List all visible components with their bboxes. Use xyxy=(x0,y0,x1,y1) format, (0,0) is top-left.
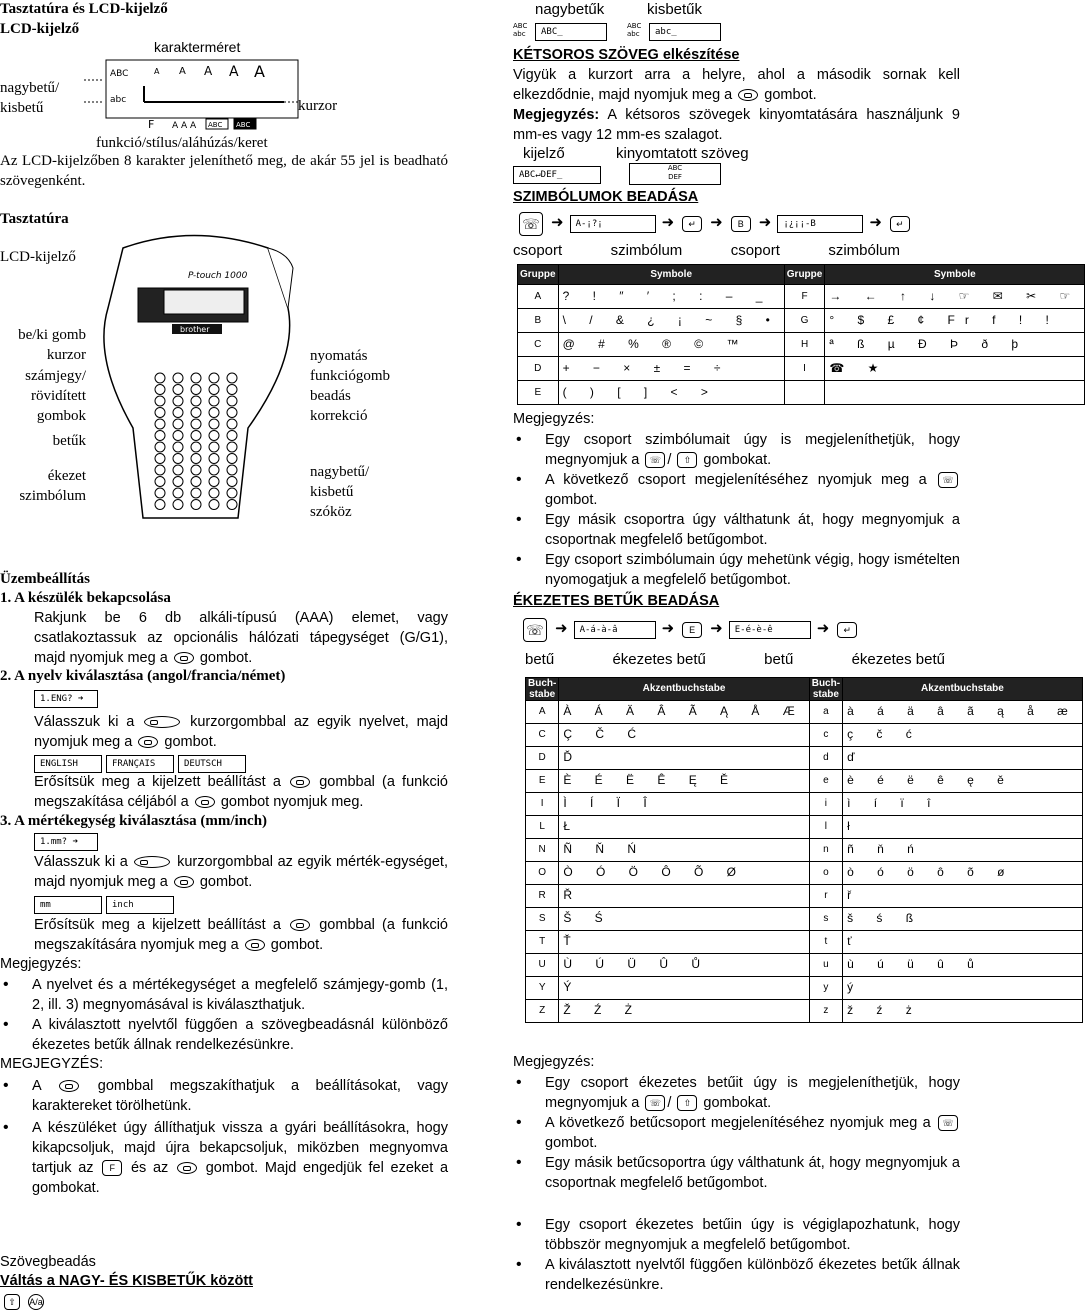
keypad-key xyxy=(209,385,219,395)
keypad-key xyxy=(227,454,237,464)
keypad-key xyxy=(155,431,165,441)
table-row xyxy=(518,357,1085,381)
keypad-key xyxy=(155,488,165,498)
keypad-key xyxy=(155,373,165,383)
keypad-key xyxy=(155,442,165,452)
keypad-key xyxy=(173,419,183,429)
table-cell: ý xyxy=(843,977,1083,1000)
table-row xyxy=(526,770,1083,793)
shift-key-icon: ⇧ xyxy=(677,452,697,468)
svg-text:A: A xyxy=(254,62,265,81)
arrow-icon: ➜ xyxy=(710,215,723,232)
step2-title: 2. A nyelv kiválasztása (angol/francia/német) xyxy=(0,668,286,684)
keypad-key xyxy=(155,396,165,406)
table-cell: B xyxy=(518,309,559,333)
keypad-key xyxy=(173,442,183,452)
svg-text:A: A xyxy=(154,67,160,76)
power-key-icon xyxy=(174,652,194,664)
keypad-key xyxy=(227,408,237,418)
text-input-heading: Szövegbeadás xyxy=(0,1254,96,1270)
table-cell: S xyxy=(526,908,559,931)
list-item: • A következő csoport megjelenítéséhez nyomjuk meg a ☏ gombot. xyxy=(513,470,960,510)
table-cell: n xyxy=(809,839,842,862)
keypad-key xyxy=(191,396,201,406)
table-cell: N xyxy=(526,839,559,862)
table-row xyxy=(526,862,1083,885)
table-cell: Ñ Ň Ń xyxy=(559,839,809,862)
lcd-abc-lower: abc xyxy=(110,95,127,105)
keypad-key xyxy=(191,442,201,452)
enter-key-icon xyxy=(138,736,158,748)
keypad-key xyxy=(173,385,183,395)
step3-options xyxy=(34,896,174,914)
table-cell: ò ó ö ô õ ø xyxy=(843,862,1083,885)
device-model: P-touch 1000 xyxy=(188,271,248,281)
table-cell: À Á Ä Â Ã Ą Å Æ xyxy=(559,701,809,724)
enter-key-icon: ↵ xyxy=(837,622,857,638)
keypad-key xyxy=(209,442,219,452)
device-label-power: be/ki gomb xyxy=(18,327,86,343)
table-row xyxy=(526,977,1083,1000)
lang-english: ENGLISH xyxy=(34,755,102,773)
caps-lcd-lower: abc_ xyxy=(649,23,721,41)
sym-note-list xyxy=(513,430,960,590)
setup-heading: Üzembeállítás xyxy=(0,571,90,587)
keypad-key xyxy=(191,500,201,510)
caps-switch-heading: Váltás a NAGY- ÉS KISBETŰK között xyxy=(0,1273,253,1289)
symbol-flow-labels: csoport szimbólum csoport szimbólum xyxy=(513,242,900,259)
enter-key-icon xyxy=(174,876,194,888)
symbol-lcd-1: A-¡?¡ xyxy=(570,215,656,233)
list-item: • A készüléket úgy állíthatjuk vissza a gyári beállításokra, hogy kikapcsoljuk, majd újra bekapcsoljuk, miközben megnyomva tartjuk az F és az gombot. Majd engedjük fel ezeket a gombokat. xyxy=(0,1118,448,1198)
table-cell: ° $ £ ¢ Fr f ! ! xyxy=(825,309,1085,333)
clear-key-icon xyxy=(195,796,215,808)
table-cell: ž ź ż xyxy=(843,1000,1083,1023)
accent-key-icon: ☏ xyxy=(645,1095,665,1111)
keypad-key xyxy=(191,477,201,487)
keypad-key xyxy=(227,373,237,383)
table-row xyxy=(526,839,1083,862)
table-row xyxy=(518,285,1085,309)
device-brand: brother xyxy=(180,325,210,334)
table-cell: Ò Ó Ö Ô Õ Ø xyxy=(559,862,809,885)
unit-inch: inch xyxy=(106,896,174,914)
function-key-icon: F xyxy=(102,1160,122,1176)
e-key-icon: E xyxy=(682,622,702,638)
table-cell: ? ! ″ ′ ; : – _ xyxy=(558,285,784,309)
table-cell xyxy=(784,381,825,405)
arrow-icon: ➜ xyxy=(869,215,882,232)
keypad-key xyxy=(191,385,201,395)
list-item: • A következő betűcsoport megjelenítéséhez nyomjuk meg a ☏ gombot. xyxy=(513,1113,960,1153)
list-item: • Egy csoport ékezetes betűin úgy is végiglapozhatunk, hogy többször megnyomjuk a megfelelő betűgombot. xyxy=(513,1215,960,1255)
step3-title: 3. A mértékegység kiválasztása (mm/inch) xyxy=(0,813,268,829)
step2-options xyxy=(34,755,246,773)
list-item: • A gombbal megszakíthatjuk a beállításokat, vagy karaktereket törölhetünk. xyxy=(0,1076,448,1116)
table-cell: F xyxy=(784,285,825,309)
table-header: Gruppe xyxy=(518,265,559,285)
list-item: • A nyelvet és a mértékegységet a megfelelő számjegy-gomb (1, 2, ill. 3) megnyomásával is kiválaszthatjuk. xyxy=(0,975,448,1015)
table-cell: Ř xyxy=(559,885,809,908)
list-item: • Egy csoport szimbólumain úgy mehetünk végig, hogy ismételten nyomogatjuk a megfelelő betűgombot. xyxy=(513,550,960,590)
symbol-lcd-2: ¡¿¡¡-B xyxy=(777,215,863,233)
step3-text2: Erősítsük meg a kijelzett beállítást a gombbal (a funkció megszakítására nyomjuk meg a gombot. xyxy=(34,917,448,953)
keypad-key xyxy=(209,431,219,441)
keypad-key xyxy=(173,373,183,383)
caps-indicator-upper: ABC abc xyxy=(513,22,528,38)
table-cell: Y xyxy=(526,977,559,1000)
table-row xyxy=(526,816,1083,839)
table-cell: \ / & ¿ ¡ ~ § • xyxy=(558,309,784,333)
table-cell: E xyxy=(526,770,559,793)
keypad-key xyxy=(209,373,219,383)
table-cell: ù ú ü û ů xyxy=(843,954,1083,977)
keypad-key xyxy=(191,373,201,383)
lang-deutsch: DEUTSCH xyxy=(178,755,246,773)
clear-key-icon xyxy=(59,1080,79,1092)
table-cell: d xyxy=(809,747,842,770)
note1-list xyxy=(0,975,448,1055)
enter-key-icon: ↵ xyxy=(890,216,910,232)
keypad-key xyxy=(227,500,237,510)
note1-title: Megjegyzés: xyxy=(0,956,82,972)
keypad-key xyxy=(209,408,219,418)
keypad-key xyxy=(173,488,183,498)
symbol-key-icon: ☏ xyxy=(938,472,958,488)
arrow-icon: ➜ xyxy=(758,215,772,232)
keypad-key xyxy=(227,477,237,487)
enter-key-icon xyxy=(290,919,310,931)
label-cursor: kurzor xyxy=(298,98,338,114)
list-item: • A kiválasztott nyelvtől függően a szövegbeadásnál különböző ékezetes betűk állnak rendelkezésünkre. xyxy=(0,1015,448,1055)
arrow-icon: ➜ xyxy=(816,621,830,638)
table-header: Buch- stabe xyxy=(526,678,559,701)
table-cell: Ç Č Ć xyxy=(559,724,809,747)
two-line-heading: KÉTSOROS SZÖVEG elkészítése xyxy=(513,47,740,63)
svg-text:ABC: ABC xyxy=(236,121,251,129)
shift-key-icon: ⇧ xyxy=(4,1294,20,1310)
symbols-heading: SZIMBÓLUMOK BEADÁSA xyxy=(513,189,699,205)
label-karakter: karakterméret xyxy=(154,39,241,55)
table-cell: C xyxy=(518,333,559,357)
keypad-key xyxy=(173,500,183,510)
table-cell: o xyxy=(809,862,842,885)
list-item: • Egy másik csoportra úgy válthatunk át, hogy megnyomjuk a csoportnak megfelelő betűgombot. xyxy=(513,510,960,550)
accent-flow-labels: betű ékezetes betű betű ékezetes betű xyxy=(525,651,945,668)
acc-note-list-2 xyxy=(513,1215,960,1295)
table-cell: Ť xyxy=(559,931,809,954)
caps-label-lower: kisbetűk xyxy=(647,1,703,18)
svg-text:A: A xyxy=(204,64,213,78)
keypad-key xyxy=(191,488,201,498)
keypad-key xyxy=(173,431,183,441)
table-cell: š ś ß xyxy=(843,908,1083,931)
keypad-key xyxy=(191,408,201,418)
svg-text:A A A: A A A xyxy=(172,121,197,131)
keypad-key xyxy=(173,408,183,418)
tastatura-heading: Tasztatúra xyxy=(0,211,69,227)
keypad-key xyxy=(155,465,165,475)
step3-text1: Válasszuk ki a kurzorgombbal az egyik mérték-egységet, majd nyomjuk meg a gombot. xyxy=(34,854,448,890)
keypad-key xyxy=(227,396,237,406)
keypad-key xyxy=(191,419,201,429)
caps-indicator-lower: ABC abc xyxy=(627,22,642,38)
keypad-key xyxy=(209,465,219,475)
table-cell: T xyxy=(526,931,559,954)
keypad-key xyxy=(209,477,219,487)
table-cell: D xyxy=(526,747,559,770)
note2-list xyxy=(0,1076,448,1198)
two-line-note: Megjegyzés: A kétsoros szövegek kinyomtatására használjunk 9 mm-es vagy 12 mm-es szalagot. xyxy=(513,107,960,143)
list-item: • A kiválasztott nyelvtől függően különböző ékezetes betűk állnak rendelkezésünkre. xyxy=(513,1255,960,1295)
table-cell: ª ß µ Ð Þ ð þ xyxy=(825,333,1085,357)
table-header: Akzentbuchstabe xyxy=(843,678,1083,701)
symbol-table xyxy=(517,264,1085,405)
table-cell: U xyxy=(526,954,559,977)
power-key-icon xyxy=(177,1162,197,1174)
svg-text:ABC: ABC xyxy=(208,121,223,129)
step2-text2: Erősítsük meg a kijelzett beállítást a gombbal (a funkció megszakítása céljából a gombot nyomjuk meg. xyxy=(34,774,448,810)
svg-text:F: F xyxy=(148,118,155,131)
table-cell: Ý xyxy=(559,977,809,1000)
enter-key-icon: ↵ xyxy=(682,216,702,232)
table-cell: à á ä â ã ą å æ xyxy=(843,701,1083,724)
caps-lcd-upper: ABC_ xyxy=(535,23,607,41)
keypad-key xyxy=(155,454,165,464)
arrow-icon: ➜ xyxy=(710,621,723,638)
table-cell: ç č ć xyxy=(843,724,1083,747)
table-cell: a xyxy=(809,701,842,724)
table-row xyxy=(526,724,1083,747)
table-row xyxy=(526,747,1083,770)
display-lcd: ABC↵DEF_ xyxy=(513,166,601,184)
table-row xyxy=(518,333,1085,357)
keypad-key xyxy=(227,419,237,429)
table-row xyxy=(526,701,1083,724)
table-row xyxy=(526,1000,1083,1023)
device-label-lcd: LCD-kijelző xyxy=(0,249,76,265)
table-cell: t xyxy=(809,931,842,954)
keypad-key xyxy=(155,419,165,429)
table-cell: Z xyxy=(526,1000,559,1023)
unit-mm: mm xyxy=(34,896,102,914)
accent-key-icon: ☏ xyxy=(523,618,547,642)
device-illustration xyxy=(88,228,308,528)
accent-key-icon: ☏ xyxy=(938,1115,958,1131)
symbol-flow xyxy=(517,212,912,236)
table-cell: ď xyxy=(843,747,1083,770)
table-cell: l xyxy=(809,816,842,839)
table-cell: e xyxy=(809,770,842,793)
svg-text:A: A xyxy=(229,64,239,80)
symbol-key-icon: ☏ xyxy=(645,452,665,468)
b-key-icon: B xyxy=(731,216,751,232)
list-item: • Egy csoport ékezetes betűit úgy is megjeleníthetjük, hogy megnyomjuk a ☏ / ⇧ gombokat. xyxy=(513,1073,960,1113)
keypad-key xyxy=(209,419,219,429)
lcd-heading: LCD-kijelző xyxy=(0,21,80,37)
keypad-key xyxy=(227,442,237,452)
table-cell: G xyxy=(784,309,825,333)
table-cell: R xyxy=(526,885,559,908)
table-cell: c xyxy=(809,724,842,747)
table-cell: z xyxy=(809,1000,842,1023)
table-row xyxy=(526,931,1083,954)
two-line-text: Vigyük a kurzort arra a helyre, ahol a második sornak kell elkezdődnie, majd nyomjuk meg a gombot. xyxy=(513,67,960,103)
accent-lcd-1: A-á-à-â xyxy=(574,621,656,639)
keypad-key xyxy=(209,488,219,498)
device-label-print: nyomatás funkciógomb beadás korrekció xyxy=(310,348,390,424)
table-cell: Ù Ú Ü Û Ů xyxy=(559,954,809,977)
keypad-key xyxy=(209,454,219,464)
acc-note-list xyxy=(513,1073,960,1193)
table-cell: s xyxy=(809,908,842,931)
keypad-key xyxy=(191,465,201,475)
arrow-icon: ➜ xyxy=(661,621,675,638)
step1-title: 1. A készülék bekapcsolása xyxy=(0,590,171,606)
keypad-key xyxy=(227,431,237,441)
keypad-key xyxy=(155,385,165,395)
device-label-digits: számjegy/ rövidített gombok xyxy=(25,368,86,424)
arrow-icon: ➜ xyxy=(551,215,564,232)
lcd-display-diagram xyxy=(84,58,304,130)
table-header: Buch- stabe xyxy=(809,678,842,701)
keypad-key xyxy=(209,396,219,406)
lcd-description: Az LCD-kijelzőben 8 karakter jeleníthető meg, de akár 55 jel is beadható szövegenként. xyxy=(0,153,448,189)
list-item: • Egy csoport szimbólumait úgy is megjeleníthetjük, hogy megnyomjuk a ☏ / ⇧ gombokat. xyxy=(513,430,960,470)
table-cell: Ì Í Ï Î xyxy=(559,793,809,816)
table-row xyxy=(526,954,1083,977)
section-title: Tasztatúra és LCD-kijelző xyxy=(0,1,168,17)
display-label: kijelző xyxy=(523,145,565,162)
table-cell: u xyxy=(809,954,842,977)
acc-note-title: Megjegyzés: xyxy=(513,1054,595,1070)
shift-key-icon: ⇧ xyxy=(677,1095,697,1111)
table-cell: Ď xyxy=(559,747,809,770)
table-header: Gruppe xyxy=(784,265,825,285)
enter-key-icon xyxy=(738,89,758,101)
table-row xyxy=(526,908,1083,931)
label-caps: nagybetű/ kisbetű xyxy=(0,80,60,116)
keypad-key xyxy=(155,408,165,418)
accent-heading: ÉKEZETES BETŰK BEADÁSA xyxy=(513,593,720,609)
table-cell: I xyxy=(526,793,559,816)
table-cell: A xyxy=(518,285,559,309)
arrow-icon: ➜ xyxy=(661,215,675,232)
table-cell: O xyxy=(526,862,559,885)
keypad-key xyxy=(191,431,201,441)
keypad-key xyxy=(227,488,237,498)
caps-key-row xyxy=(2,1294,46,1310)
table-cell: → ← ↑ ↓ ☞ ✉ ✂ ☞ xyxy=(825,285,1085,309)
table-row xyxy=(518,381,1085,405)
keypad-key xyxy=(191,454,201,464)
keypad-key xyxy=(173,477,183,487)
table-cell: L xyxy=(526,816,559,839)
step2-text1: Válasszuk ki a kurzorgombbal az egyik nyelvet, majd nyomjuk meg a gombot. xyxy=(34,714,449,750)
table-row xyxy=(526,885,1083,908)
caps-label-upper: nagybetűk xyxy=(535,1,605,18)
enter-key-icon xyxy=(290,776,310,788)
table-cell: @ # % ® © ™ xyxy=(558,333,784,357)
table-cell: I xyxy=(784,357,825,381)
clear-key-icon xyxy=(245,939,265,951)
table-cell: E xyxy=(518,381,559,405)
table-row xyxy=(526,793,1083,816)
list-item: • Egy másik betűcsoportra úgy válthatunk át, hogy megnyomjuk a csoportnak megfelelő betűgombot. xyxy=(513,1153,960,1193)
table-row xyxy=(518,309,1085,333)
table-cell: Ž Ź Ż xyxy=(559,1000,809,1023)
table-cell: ř xyxy=(843,885,1083,908)
keypad-key xyxy=(227,465,237,475)
cursor-key-icon xyxy=(134,856,170,868)
table-header: Symbole xyxy=(558,265,784,285)
table-cell: Š Ś xyxy=(559,908,809,931)
arrow-icon: ➜ xyxy=(555,621,568,638)
device-label-cursor: kurzor xyxy=(46,347,86,363)
step3-lcd: 1.mm? ➜ xyxy=(34,833,98,851)
table-header: Akzentbuchstabe xyxy=(559,678,809,701)
cursor-key-icon xyxy=(144,716,180,728)
table-cell: C xyxy=(526,724,559,747)
table-cell: ( ) [ ] < > xyxy=(558,381,784,405)
keypad-key xyxy=(173,396,183,406)
keypad-key xyxy=(155,500,165,510)
label-function: funkció/stílus/aláhúzás/keret xyxy=(96,135,268,151)
table-cell: D xyxy=(518,357,559,381)
table-cell: È É Ë Ê Ę Ě xyxy=(559,770,809,793)
accent-lcd-2: E-é-è-ê xyxy=(729,621,811,639)
keypad-key xyxy=(209,500,219,510)
table-cell: Ł xyxy=(559,816,809,839)
table-cell: H xyxy=(784,333,825,357)
lang-francais: FRANÇAIS xyxy=(106,755,174,773)
table-cell: ñ ň ń xyxy=(843,839,1083,862)
lcd-abc-upper: ABC xyxy=(110,69,129,79)
print-label: kinyomtatott szöveg xyxy=(616,145,749,162)
step1-text: Rakjunk be 6 db alkáli-típusú (AAA) elemet, vagy csatlakoztassuk az opcionális hálózati tápegységet (G/G1), majd nyomjuk meg a gombot. xyxy=(34,610,448,666)
table-cell: y xyxy=(809,977,842,1000)
device-label-accent: ékezet szimbólum xyxy=(19,468,86,504)
table-cell: è é ë ê ę ě xyxy=(843,770,1083,793)
device-label-caps: nagybetű/ kisbetű szóköz xyxy=(310,464,370,520)
symbol-key-icon: ☏ xyxy=(519,212,543,236)
keypad-key xyxy=(173,465,183,475)
sym-note-title: Megjegyzés: xyxy=(513,411,595,427)
table-cell: ☎ ★ xyxy=(825,357,1085,381)
table-cell: i xyxy=(809,793,842,816)
caps-key-icon: A/a xyxy=(28,1294,44,1310)
table-cell: A xyxy=(526,701,559,724)
device-label-letters: betűk xyxy=(52,433,86,449)
table-cell: ł xyxy=(843,816,1083,839)
table-cell: r xyxy=(809,885,842,908)
keypad-key xyxy=(173,454,183,464)
step2-lcd: 1.ENG? ➜ xyxy=(34,690,98,708)
accent-flow xyxy=(521,618,859,642)
keypad-key xyxy=(227,385,237,395)
table-cell: + − × ± = ÷ xyxy=(558,357,784,381)
accent-table xyxy=(525,677,1083,1023)
note2-title: MEGJEGYZÉS: xyxy=(0,1056,104,1072)
table-cell: ì í ï î xyxy=(843,793,1083,816)
table-header: Symbole xyxy=(825,265,1085,285)
svg-text:A: A xyxy=(179,66,186,77)
table-cell: ť xyxy=(843,931,1083,954)
keypad-key xyxy=(155,477,165,487)
table-cell xyxy=(825,381,1085,405)
print-sample: ABC DEF xyxy=(629,163,721,185)
